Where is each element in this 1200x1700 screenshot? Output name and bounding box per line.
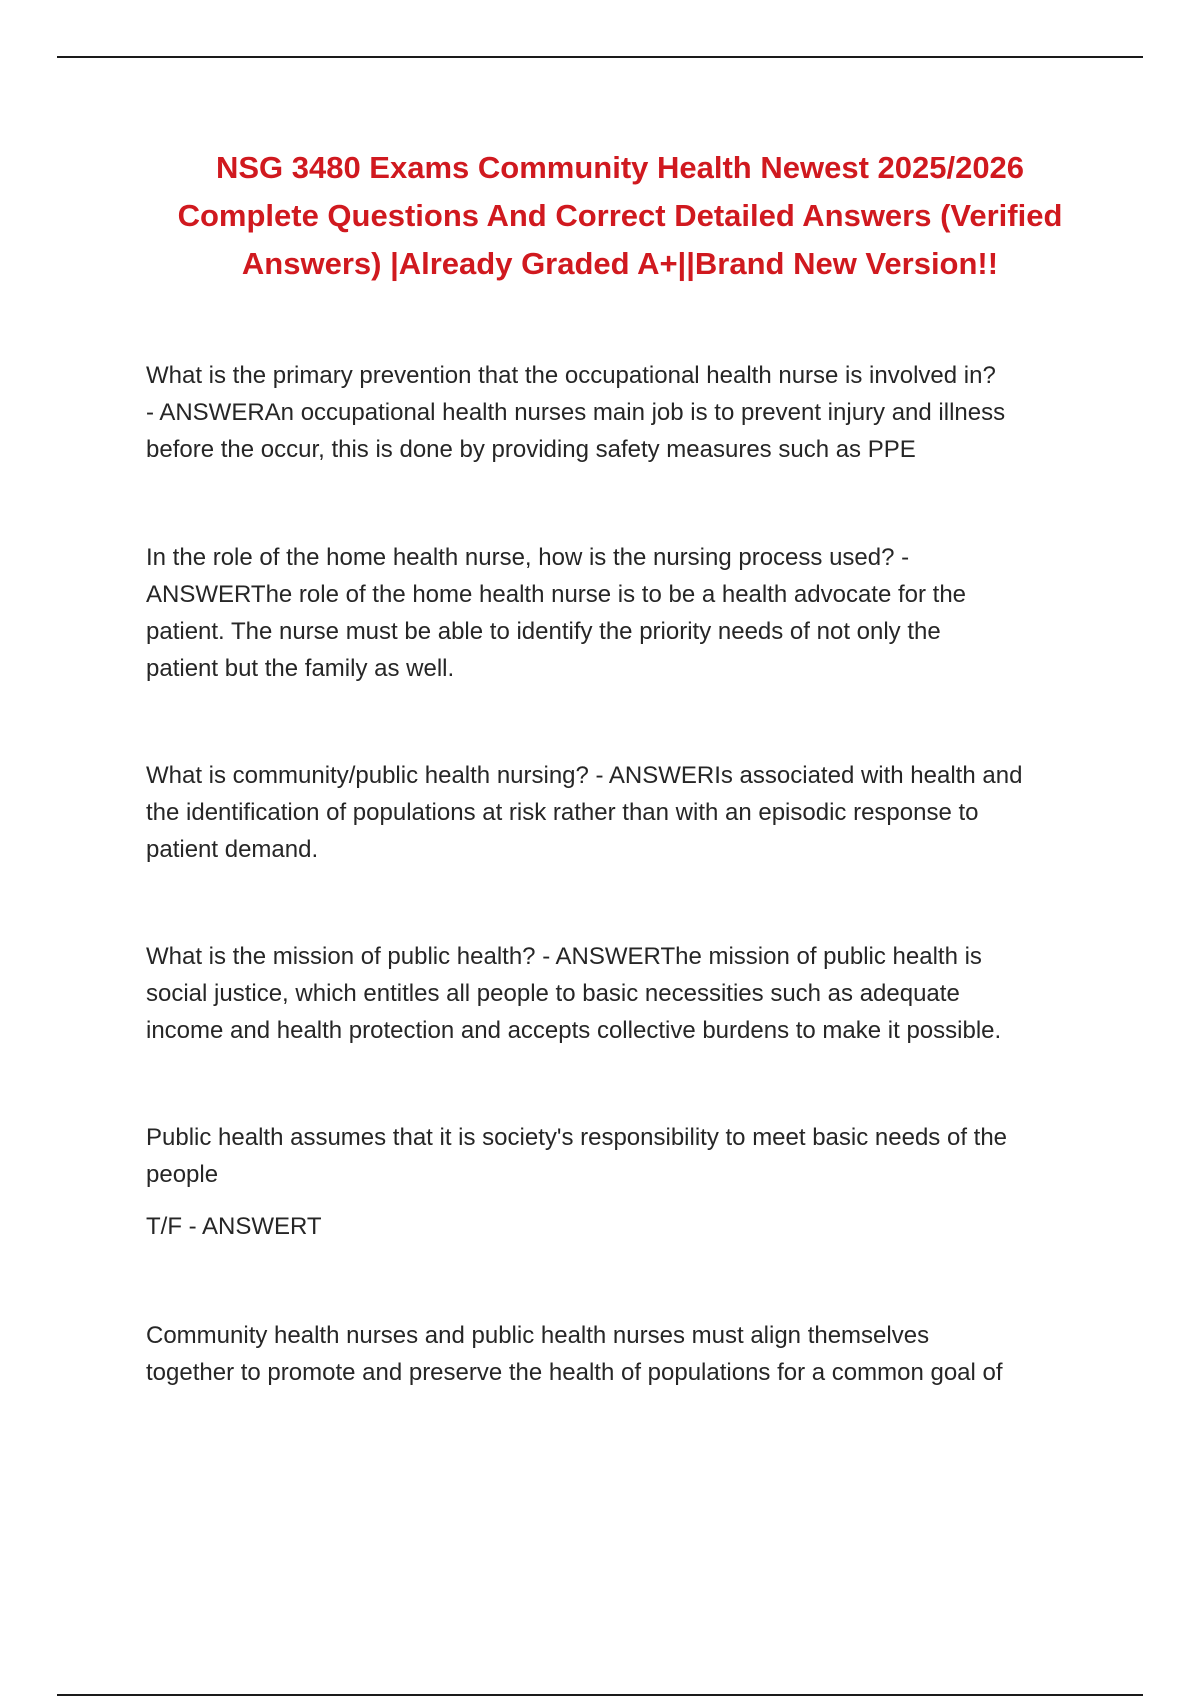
- qa-line: patient demand.: [146, 836, 319, 863]
- top-rule: [57, 56, 1143, 58]
- qa-item: [146, 938, 1106, 1049]
- qa-line: patient but the family as well.: [146, 655, 455, 682]
- qa-line: people: [146, 1161, 219, 1188]
- title-line: Answers) |Already Graded A+||Brand New Version!!: [241, 246, 999, 281]
- qa-line: ANSWERThe role of the home health nurse is to be a health advocate for the: [146, 581, 967, 608]
- qa-line: before the occur, this is done by providing safety measures such as PPE: [146, 436, 916, 463]
- qa-line: Public health assumes that it is society's responsibility to meet basic needs of the: [146, 1124, 1008, 1151]
- qa-item: [146, 539, 1106, 687]
- qa-line: In the role of the home health nurse, how is the nursing process used? -: [146, 544, 910, 571]
- qa-item: [146, 1119, 1106, 1245]
- qa-line: income and health protection and accepts collective burdens to make it possible.: [146, 1017, 1002, 1044]
- qa-answer-line: T/F - ANSWERT: [146, 1213, 322, 1240]
- qa-item: [146, 1317, 1106, 1391]
- qa-line: the identification of populations at risk rather than with an episodic response to: [146, 799, 979, 826]
- qa-item: [146, 757, 1106, 868]
- bottom-rule: [57, 1694, 1143, 1696]
- qa-line: What is the mission of public health? - ANSWERThe mission of public health is: [146, 943, 982, 970]
- qa-line: What is community/public health nursing? - ANSWERIs associated with health and: [146, 762, 1023, 789]
- title-line: NSG 3480 Exams Community Health Newest 2025/2026: [215, 150, 1025, 185]
- qa-line: social justice, which entitles all people to basic necessities such as adequate: [146, 980, 960, 1007]
- qa-line: - ANSWERAn occupational health nurses main job is to prevent injury and illness: [146, 399, 1006, 426]
- qa-line: together to promote and preserve the health of populations for a common goal of: [146, 1359, 1003, 1386]
- qa-item: [146, 357, 1106, 468]
- title-line: Complete Questions And Correct Detailed Answers (Verified: [177, 198, 1063, 233]
- document-title: [130, 144, 1110, 288]
- qa-line: What is the primary prevention that the occupational health nurse is involved in?: [146, 362, 996, 389]
- qa-line: Community health nurses and public health nurses must align themselves: [146, 1322, 930, 1349]
- qa-line: patient. The nurse must be able to identify the priority needs of not only the: [146, 618, 941, 645]
